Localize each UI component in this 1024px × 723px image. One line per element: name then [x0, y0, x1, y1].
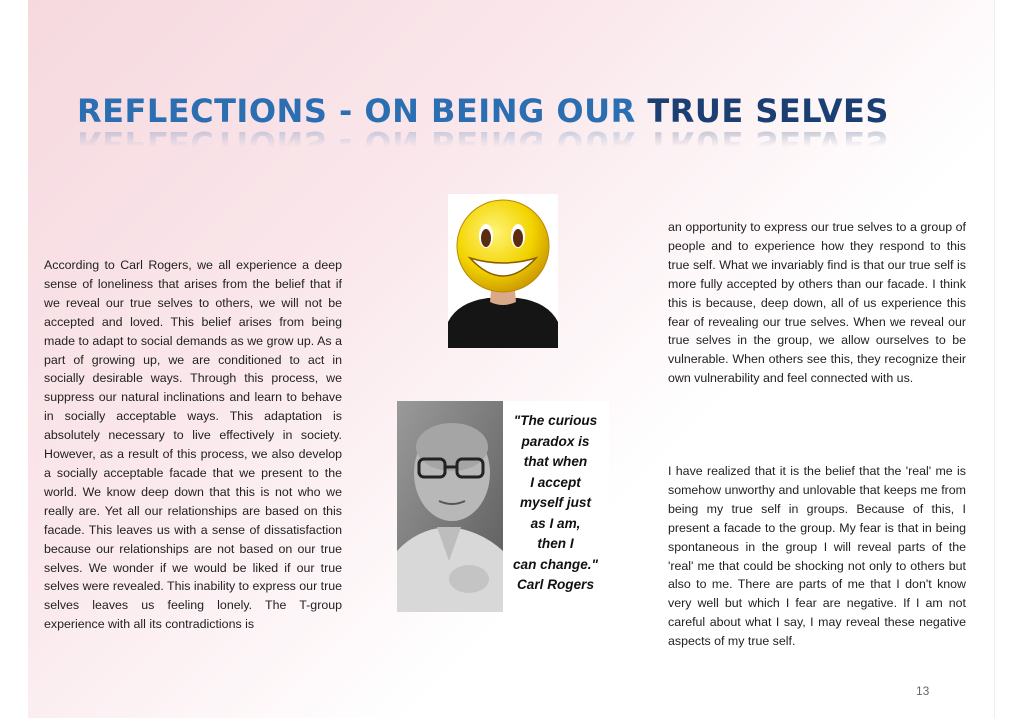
title-part-1: REFLECTIONS - ON BEING OUR [77, 92, 648, 130]
carl-rogers-photo [397, 401, 503, 612]
page-number: 13 [916, 684, 930, 698]
carl-rogers-quote-image [397, 401, 609, 612]
page-title [77, 92, 889, 130]
quote-line: then I [537, 536, 574, 551]
quote-line: as I am, [530, 515, 581, 531]
quote-attribution: Carl Rogers [516, 577, 595, 592]
quote-line: can change." [512, 556, 598, 572]
title-part-2: TRUE SELVES [647, 92, 889, 130]
left-column-text [44, 256, 342, 634]
smiley-face-image [448, 194, 558, 348]
smiley-person-illustration [448, 194, 558, 348]
right-column-top-text [668, 218, 966, 388]
quote-line: paradox is [521, 433, 590, 449]
rogers-quote [504, 411, 607, 596]
left-paragraph: According to Carl Rogers, we all experience a deep sense of loneliness that arises from the belief that if we reveal our true selves to others, we will not be accepted and loved. This belief arises from being made to adapt to social demands as we grow up. As a part of growing up, we are conditioned to act in socially desirable ways. Through this process, we suppress our natural inclinations and learn to behave in socially acceptable ways. This adaptation is absolutely necessary to live effectively in society. However, as a result of this process, we also develop a socially acceptable facade that we present to the world. We know deep down that this is not who we really are. Yet all our relationships are based on this facade. This leaves us with a sense of dissatisfaction because our relationships are not based on our true selves. We wonder if we would be liked if our true selves were revealed. This inability to express our true selves leaves us feeling lonely. The T-group experience with all its contradictions is [44, 258, 342, 632]
quote-line: that when [523, 454, 588, 469]
right-column-bottom-text [668, 462, 966, 651]
quote-line: myself just [519, 495, 591, 510]
right-top-paragraph: an opportunity to express our true selves to a group of people and to experience how they respond to this true self. What we invariably find is that our true self is more fully accepted by others than our facade. I think this is because, deep down, all of us experience this fear of revealing our true selves. When we reveal our true selves in the group, we allow ourselves to be vulnerable. When others see this, they recognize their own vulnerability and feel connected with us. [668, 220, 966, 386]
quote-line: "The curious [513, 413, 598, 428]
quote-line: I accept [530, 474, 581, 490]
right-bottom-paragraph: I have realized that it is the belief that the 'real' me is somehow unworthy and unlovable that keeps me from being my true self in groups. Because of this, I present a facade to the group. My fear is that in being spontaneous in the group I will reveal parts of the 'real' me that could be shocking not only to others but also to me. There are parts of me that I don't know very well but which I fear are negative. If I am not careful about what I say, I may reveal these negative aspects of my true self. [668, 464, 966, 649]
